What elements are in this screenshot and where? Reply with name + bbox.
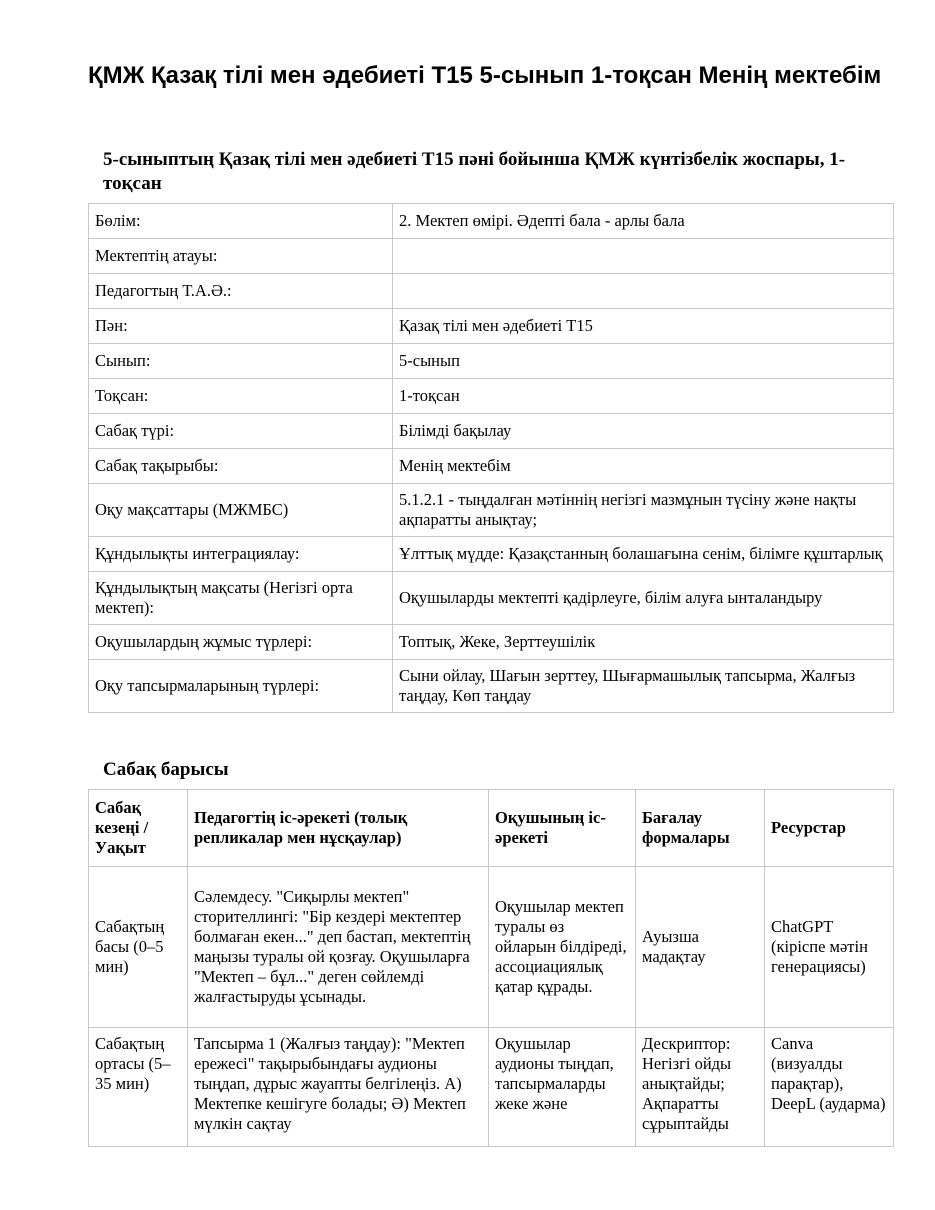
student-activity-cell: Оқушылар аудионы тыңдап, тапсырмаларды жеке және [489,1028,636,1147]
table-row [89,867,894,1028]
lesson-flow-table [88,789,894,1147]
lesson-info-table [88,203,894,713]
assessment-cell: Дескриптор: Негізгі ойды анықтайды; Ақпаратты сұрыптайды [636,1028,765,1147]
info-value: Ұлттық мүдде: Қазақстанның болашағына сенім, білімге құштарлық [393,537,894,572]
info-label: Бөлім: [89,204,393,239]
info-value: 1-тоқсан [393,379,894,414]
info-label: Құндылықты интеграциялау: [89,537,393,572]
assessment-cell: Ауызша мадақтау [636,867,765,1028]
info-label: Құндылықтың мақсаты (Негізгі орта мектеп): [89,572,393,625]
info-label: Оқу тапсырмаларының түрлері: [89,660,393,713]
header-student-activity: Оқушының іс-әрекеті [489,790,636,867]
table-row [89,344,894,379]
table-row [89,239,894,274]
section-title-lesson-flow: Сабақ барысы [103,759,229,780]
info-value [393,239,894,274]
resources-cell: Canva (визуалды парақтар), DeepL (аударма) [765,1028,894,1147]
info-label: Сынып: [89,344,393,379]
info-label: Сабақ түрі: [89,414,393,449]
table-row [89,449,894,484]
info-value: 5.1.2.1 - тыңдалған мәтіннің негізгі мазмұнын түсіну және нақты ақпаратты анықтау; [393,484,894,537]
info-value: 2. Мектеп өмірі. Әдепті бала - арлы бала [393,204,894,239]
info-label: Оқу мақсаттары (МЖМБС) [89,484,393,537]
table-row [89,660,894,713]
table-row [89,537,894,572]
document-title: ҚМЖ Қазақ тілі мен әдебиеті Т15 5-сынып 1-тоқсан Менің мектебім [88,62,882,89]
header-teacher-activity: Педагогтің іс-әрекеті (толық репликалар мен нұсқаулар) [188,790,489,867]
header-stage: Сабақ кезеңі / Уақыт [89,790,188,867]
table-row [89,414,894,449]
info-label: Педагогтың Т.А.Ә.: [89,274,393,309]
info-value: Топтық, Жеке, Зерттеушілік [393,625,894,660]
info-label: Сабақ тақырыбы: [89,449,393,484]
header-assessment: Бағалау формалары [636,790,765,867]
info-label: Тоқсан: [89,379,393,414]
info-value: Менің мектебім [393,449,894,484]
info-value: Қазақ тілі мен әдебиеті Т15 [393,309,894,344]
table-row [89,572,894,625]
info-label: Оқушылардың жұмыс түрлері: [89,625,393,660]
info-label: Мектептің атауы: [89,239,393,274]
header-resources: Ресурстар [765,790,894,867]
info-label: Пән: [89,309,393,344]
table-row [89,379,894,414]
table-row [89,274,894,309]
document-subtitle: 5-сыныптың Қазақ тілі мен әдебиеті Т15 пәні бойынша ҚМЖ күнтізбелік жоспары, 1-тоқсан [103,149,846,194]
table-row [89,1028,894,1147]
stage-cell: Сабақтың басы (0–5 мин) [89,867,188,1028]
table-row [89,484,894,537]
resources-cell: ChatGPT (кіріспе мәтін генерациясы) [765,867,894,1028]
table-row [89,309,894,344]
table-row [89,204,894,239]
info-value: Сыни ойлау, Шағын зерттеу, Шығармашылық тапсырма, Жалғыз таңдау, Көп таңдау [393,660,894,713]
info-value: Білімді бақылау [393,414,894,449]
info-value: 5-сынып [393,344,894,379]
table-row [89,625,894,660]
info-value: Оқушыларды мектепті қадірлеуге, білім алуға ынталандыру [393,572,894,625]
student-activity-cell: Оқушылар мектеп туралы өз ойларын білдіреді, ассоциациялық қатар құрады. [489,867,636,1028]
stage-cell: Сабақтың ортасы (5–35 мин) [89,1028,188,1147]
teacher-activity-cell: Сәлемдесу. "Сиқырлы мектеп" сторителлингі: "Бір кездері мектептер болмаған екен..." деп бастап, мектептің маңызы туралы ой қозғау. Оқушыларға "Мектеп – бұл..." деген сөйлемді жалғастыруды ұсынады. [188,867,489,1028]
teacher-activity-cell: Тапсырма 1 (Жалғыз таңдау): "Мектеп ережесі" тақырыбындағы аудионы тыңдап, дұрыс жауапты белгілеңіз. А) Мектепке кешігуге болады; Ә) Мектеп мүлкін сақтау [188,1028,489,1147]
table-header-row [89,790,894,867]
info-value [393,274,894,309]
